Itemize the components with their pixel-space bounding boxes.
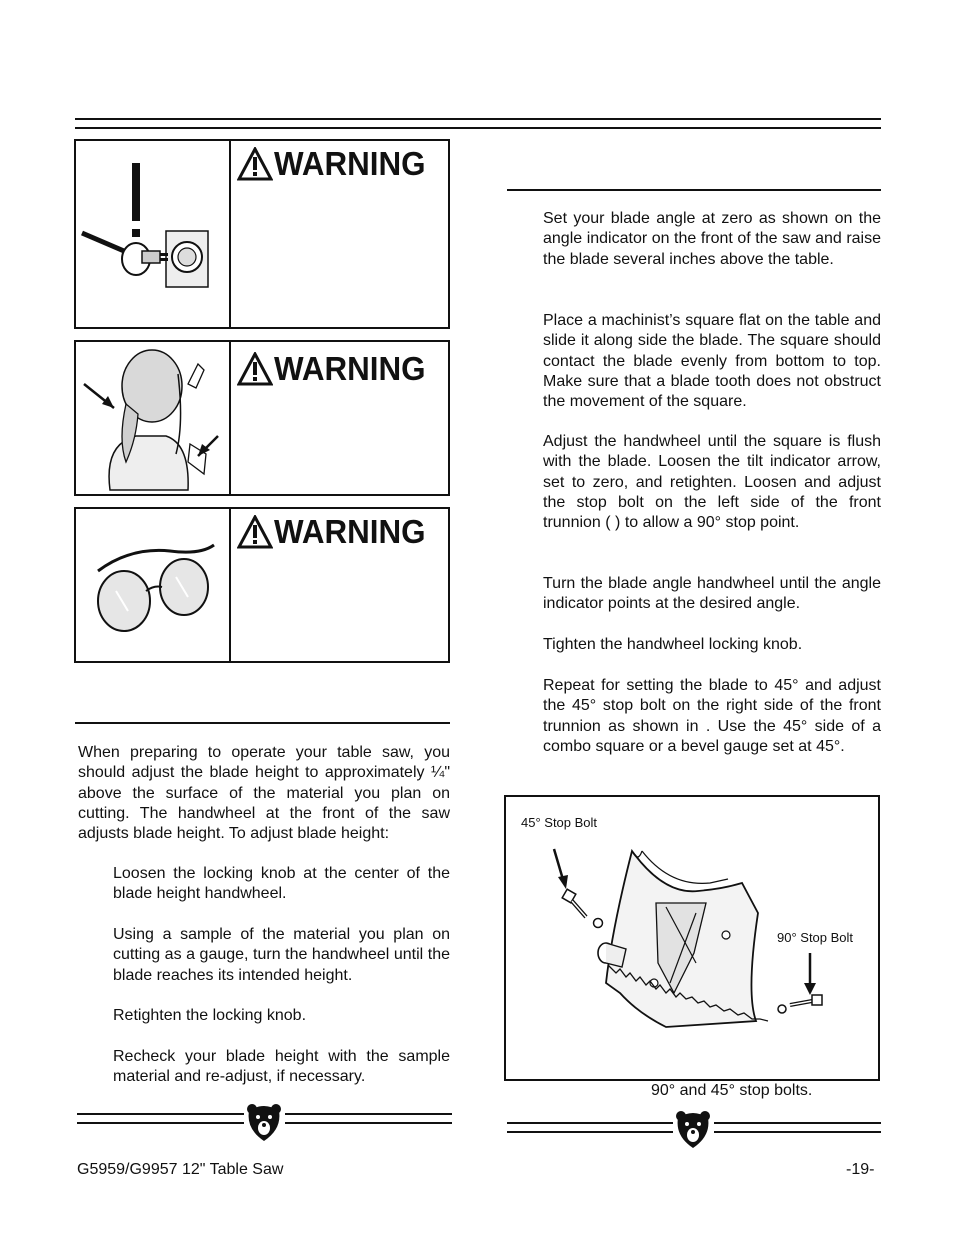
footer-page-number: -19- — [846, 1161, 875, 1178]
right-step: Tighten the handwheel locking knob. — [543, 636, 803, 653]
figure-caption: 90° and 45° stop bolts. — [651, 1082, 813, 1099]
stop-bolts-figure — [504, 795, 880, 1081]
right-step: Place a machinist’s square flat on the table and slide it along side the blade. The square should contact the blade evenly from bottom to top. Make sure that a blade tooth does not obstruct the movement of the square. — [543, 312, 881, 411]
header-rule-top — [75, 118, 881, 120]
footer-model: G5959/G9957 12" Table Saw — [77, 1161, 284, 1178]
electrical-plug-hazard-icon — [80, 153, 220, 303]
warning-box-electrical — [74, 139, 450, 329]
long-hair-loose-clothing-hazard-icon — [80, 344, 226, 492]
right-bottom-rule — [507, 1131, 673, 1133]
warning-box-divider — [229, 141, 231, 327]
safety-glasses-icon — [90, 541, 220, 641]
bear-head-logo-icon — [246, 1101, 282, 1141]
bear-head-logo-icon — [675, 1108, 711, 1148]
right-step: Turn the blade angle handwheel until the angle indicator points at the desired angle. — [543, 575, 881, 613]
warning-box-divider — [229, 509, 231, 661]
warning-box-hair-clothing — [74, 340, 450, 496]
blade-height-intro: When preparing to operate your table saw, you should adjust the blade height to approximately ¼" above the surface of the material you plan on cutting. The handwheel at the front of the saw adjusts blade height. To adjust blade height: — [78, 744, 450, 843]
warning-triangle-icon — [237, 515, 273, 549]
warning-triangle-icon — [237, 352, 273, 386]
right-bottom-rule — [507, 1122, 673, 1124]
left-bottom-rule — [77, 1122, 244, 1124]
left-step: Loosen the locking knob at the center of the blade height handwheel. — [113, 865, 450, 903]
left-bottom-rule — [285, 1113, 452, 1115]
right-bottom-rule — [714, 1131, 881, 1133]
right-bottom-rule — [714, 1122, 881, 1124]
warning-box-eye-protection — [74, 507, 450, 663]
warning-label: WARNING — [274, 513, 426, 550]
right-step: Repeat for setting the blade to 45° and adjust the 45° stop bolt on the right side of the front trunnion as shown in . Use the 45° side of a combo square or a bevel gauge set at 45°. — [543, 677, 881, 755]
right-step: Set your blade angle at zero as shown on the angle indicator on the front of the saw and raise the blade several inches above the table. — [543, 210, 881, 268]
warning-triangle-icon — [237, 147, 273, 181]
warning-box-divider — [229, 342, 231, 494]
left-step: Retighten the locking knob. — [113, 1007, 307, 1024]
warning-label: WARNING — [274, 350, 426, 387]
left-bottom-rule — [285, 1122, 452, 1124]
right-section-rule — [507, 189, 881, 191]
left-step: Using a sample of the material you plan on cutting as a gauge, turn the handwheel until the blade reaches its intended height. — [113, 926, 450, 984]
header-rule-bottom — [75, 127, 881, 129]
left-step: Recheck your blade height with the sample material and re-adjust, if necessary. — [113, 1048, 450, 1086]
left-section-rule — [75, 722, 450, 724]
trunnion-illustration-icon — [546, 843, 836, 1043]
figure-label-45: 45° Stop Bolt — [521, 815, 598, 830]
right-step: Adjust the handwheel until the square is flush with the blade. Loosen the tilt indicator arrow, set to zero, and retighten. Loosen and adjust the stop bolt on the left side of the front trunnion ( ) to allow a 90° stop point. — [543, 433, 881, 532]
figure-label-90: 90° Stop Bolt — [777, 930, 854, 945]
left-bottom-rule — [77, 1113, 244, 1115]
warning-label: WARNING — [274, 145, 426, 182]
